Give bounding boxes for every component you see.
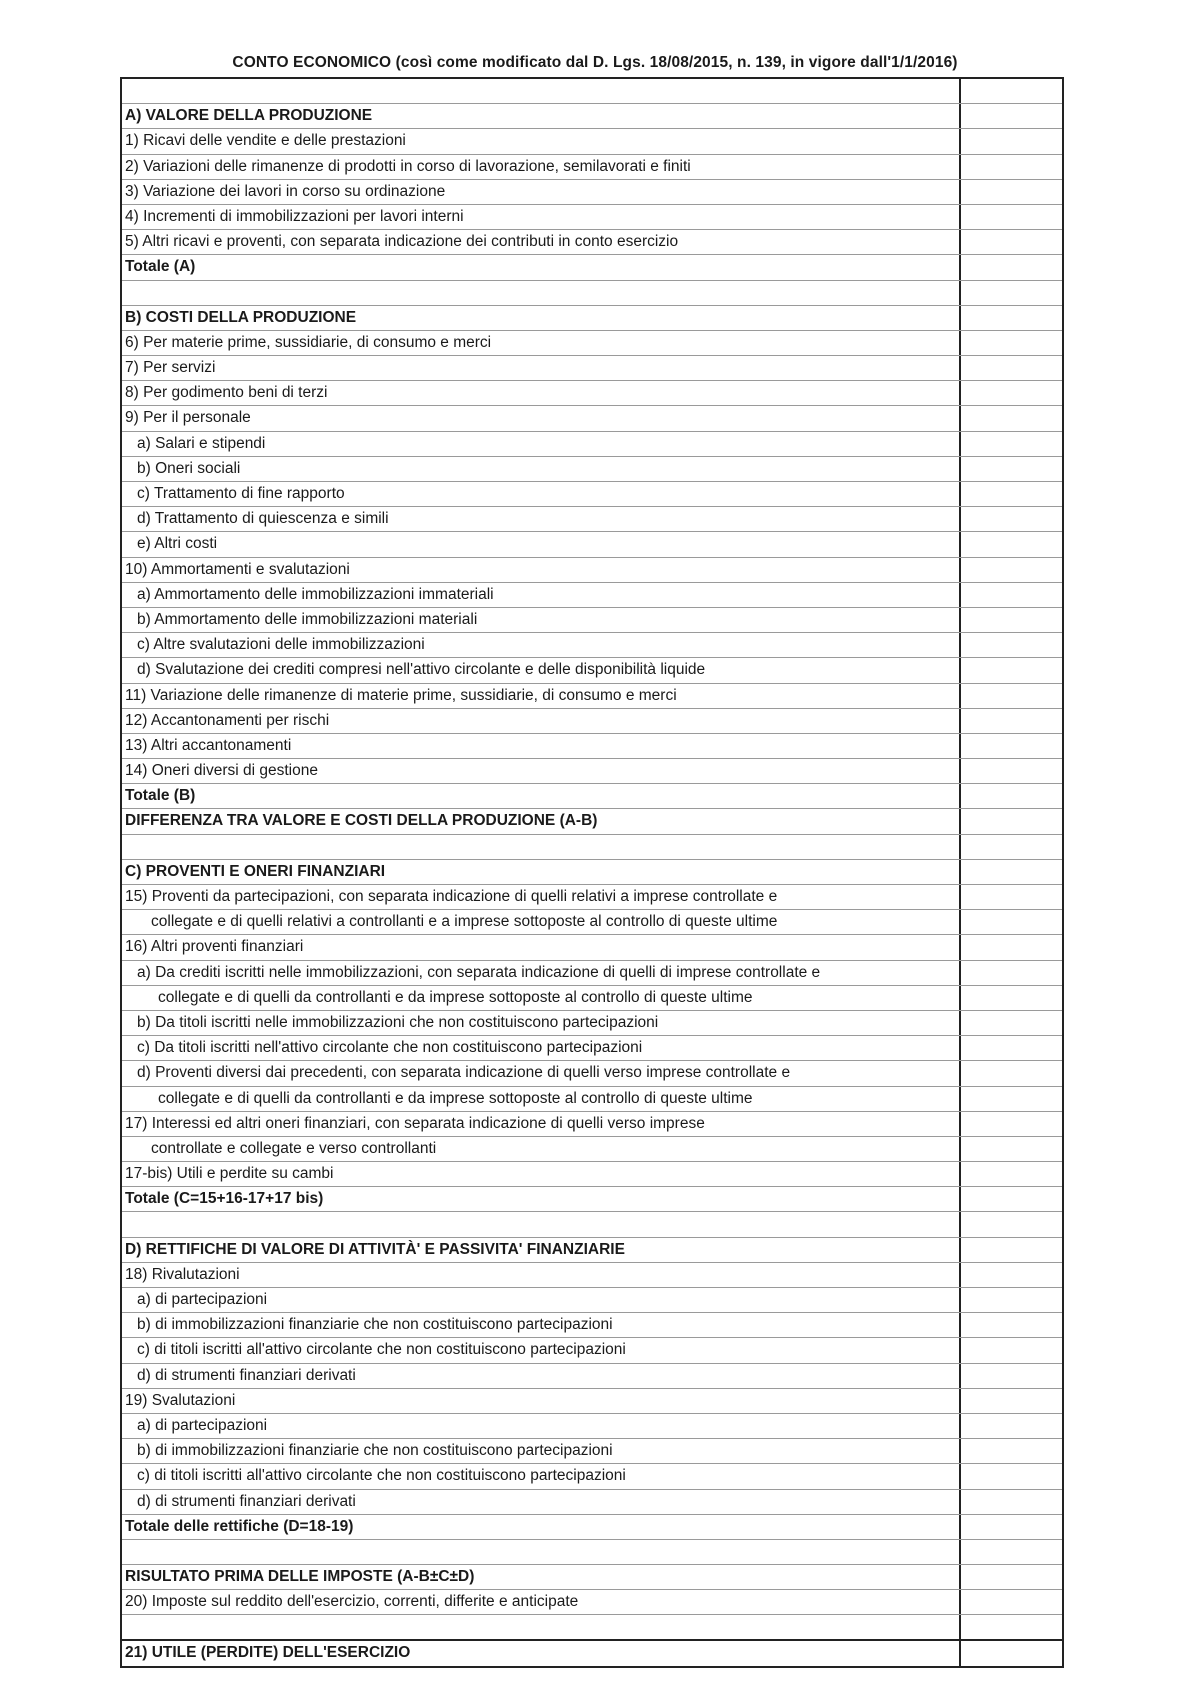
- row-value-cell: [961, 1238, 1062, 1262]
- row-description: 20) Imposte sul reddito dell'esercizio, correnti, differite e anticipate: [122, 1590, 961, 1614]
- table-row: [122, 1137, 1062, 1162]
- table-row: [122, 1439, 1062, 1464]
- table-row: [122, 1061, 1062, 1086]
- table-row: [122, 684, 1062, 709]
- row-description: 17-bis) Utili e perdite su cambi: [122, 1162, 961, 1186]
- table-row: [122, 885, 1062, 910]
- row-description: c) di titoli iscritti all'attivo circolante che non costituiscono partecipazioni: [122, 1464, 961, 1488]
- row-value-cell: [961, 784, 1062, 808]
- row-value-cell: [961, 961, 1062, 985]
- table-row: [122, 180, 1062, 205]
- row-description: 21) UTILE (PERDITE) DELL'ESERCIZIO: [122, 1641, 961, 1666]
- row-description: 3) Variazione dei lavori in corso su ordinazione: [122, 180, 961, 204]
- row-value-cell: [961, 935, 1062, 959]
- row-value-cell: [961, 180, 1062, 204]
- table-row: [122, 860, 1062, 885]
- row-value-cell: [961, 608, 1062, 632]
- row-value-cell: [961, 432, 1062, 456]
- table-row: [122, 1515, 1062, 1540]
- table-row: [122, 1641, 1062, 1666]
- row-value-cell: [961, 1263, 1062, 1287]
- table-row: [122, 1590, 1062, 1615]
- table-row: [122, 633, 1062, 658]
- row-value-cell: [961, 1414, 1062, 1438]
- row-description: 6) Per materie prime, sussidiarie, di consumo e merci: [122, 331, 961, 355]
- table-row: [122, 1036, 1062, 1061]
- row-value-cell: [961, 860, 1062, 884]
- table-row: [122, 583, 1062, 608]
- row-description: 2) Variazioni delle rimanenze di prodotti in corso di lavorazione, semilavorati e finiti: [122, 155, 961, 179]
- table-row: [122, 1565, 1062, 1590]
- table-row: [122, 1313, 1062, 1338]
- row-description: collegate e di quelli relativi a controllanti e a imprese sottoposte al controllo di queste ultime: [122, 910, 961, 934]
- row-description: 16) Altri proventi finanziari: [122, 935, 961, 959]
- row-description: a) Ammortamento delle immobilizzazioni immateriali: [122, 583, 961, 607]
- row-value-cell: [961, 230, 1062, 254]
- table-row: [122, 281, 1062, 306]
- row-value-cell: [961, 79, 1062, 103]
- row-description: b) di immobilizzazioni finanziarie che non costituiscono partecipazioni: [122, 1439, 961, 1463]
- row-value-cell: [961, 482, 1062, 506]
- row-description: 12) Accantonamenti per rischi: [122, 709, 961, 733]
- table-row: [122, 1112, 1062, 1137]
- row-description: b) Oneri sociali: [122, 457, 961, 481]
- table-row: [122, 1288, 1062, 1313]
- row-description: a) di partecipazioni: [122, 1288, 961, 1312]
- row-description: A) VALORE DELLA PRODUZIONE: [122, 104, 961, 128]
- table-row: [122, 381, 1062, 406]
- row-description: 8) Per godimento beni di terzi: [122, 381, 961, 405]
- row-description: 7) Per servizi: [122, 356, 961, 380]
- table-row: [122, 1187, 1062, 1212]
- row-description: controllate e collegate e verso controllanti: [122, 1137, 961, 1161]
- row-value-cell: [961, 1288, 1062, 1312]
- table-row: [122, 1490, 1062, 1515]
- row-description: DIFFERENZA TRA VALORE E COSTI DELLA PRODUZIONE (A-B): [122, 809, 961, 833]
- row-description: D) RETTIFICHE DI VALORE DI ATTIVITÀ' E PASSIVITA' FINANZIARIE: [122, 1238, 961, 1262]
- row-value-cell: [961, 381, 1062, 405]
- table-row: [122, 1414, 1062, 1439]
- row-value-cell: [961, 205, 1062, 229]
- row-value-cell: [961, 558, 1062, 582]
- row-value-cell: [961, 507, 1062, 531]
- row-description: [122, 1540, 961, 1564]
- row-value-cell: [961, 709, 1062, 733]
- table-row: [122, 356, 1062, 381]
- row-value-cell: [961, 1338, 1062, 1362]
- table-row: [122, 104, 1062, 129]
- row-description: 4) Incrementi di immobilizzazioni per lavori interni: [122, 205, 961, 229]
- row-value-cell: [961, 306, 1062, 330]
- row-value-cell: [961, 1364, 1062, 1388]
- table-row: [122, 406, 1062, 431]
- row-description: c) di titoli iscritti all'attivo circolante che non costituiscono partecipazioni: [122, 1338, 961, 1362]
- income-statement-table: [120, 77, 1064, 1668]
- table-row: [122, 432, 1062, 457]
- row-value-cell: [961, 633, 1062, 657]
- table-row: [122, 709, 1062, 734]
- table-row: [122, 532, 1062, 557]
- table-row: [122, 79, 1062, 104]
- table-row: [122, 1011, 1062, 1036]
- row-description: 19) Svalutazioni: [122, 1389, 961, 1413]
- table-row: [122, 1364, 1062, 1389]
- row-description: d) di strumenti finanziari derivati: [122, 1490, 961, 1514]
- row-description: 1) Ricavi delle vendite e delle prestazioni: [122, 129, 961, 153]
- row-value-cell: [961, 1036, 1062, 1060]
- row-value-cell: [961, 759, 1062, 783]
- row-description: 13) Altri accantonamenti: [122, 734, 961, 758]
- row-description: collegate e di quelli da controllanti e da imprese sottoposte al controllo di queste ultime: [122, 986, 961, 1010]
- table-row: [122, 961, 1062, 986]
- row-value-cell: [961, 910, 1062, 934]
- row-description: d) Svalutazione dei crediti compresi nell'attivo circolante e delle disponibilità liquide: [122, 658, 961, 682]
- row-description: d) Proventi diversi dai precedenti, con separata indicazione di quelli verso imprese controllate e: [122, 1061, 961, 1085]
- row-value-cell: [961, 1137, 1062, 1161]
- table-row: [122, 1263, 1062, 1288]
- row-value-cell: [961, 1011, 1062, 1035]
- row-value-cell: [961, 1212, 1062, 1236]
- row-value-cell: [961, 1641, 1062, 1666]
- row-value-cell: [961, 356, 1062, 380]
- row-description: 14) Oneri diversi di gestione: [122, 759, 961, 783]
- row-value-cell: [961, 281, 1062, 305]
- row-value-cell: [961, 1061, 1062, 1085]
- row-value-cell: [961, 835, 1062, 859]
- row-description: 11) Variazione delle rimanenze di materie prime, sussidiarie, di consumo e merci: [122, 684, 961, 708]
- row-value-cell: [961, 1464, 1062, 1488]
- row-description: 18) Rivalutazioni: [122, 1263, 961, 1287]
- row-description: c) Da titoli iscritti nell'attivo circolante che non costituiscono partecipazioni: [122, 1036, 961, 1060]
- table-row: [122, 507, 1062, 532]
- row-value-cell: [961, 809, 1062, 833]
- row-value-cell: [961, 406, 1062, 430]
- table-row: [122, 457, 1062, 482]
- table-row: [122, 306, 1062, 331]
- row-value-cell: [961, 986, 1062, 1010]
- table-row: [122, 734, 1062, 759]
- row-value-cell: [961, 1439, 1062, 1463]
- row-value-cell: [961, 1490, 1062, 1514]
- row-value-cell: [961, 1615, 1062, 1638]
- row-description: B) COSTI DELLA PRODUZIONE: [122, 306, 961, 330]
- table-row: [122, 986, 1062, 1011]
- row-description: b) Ammortamento delle immobilizzazioni materiali: [122, 608, 961, 632]
- row-description: Totale (B): [122, 784, 961, 808]
- row-value-cell: [961, 1187, 1062, 1211]
- row-value-cell: [961, 1162, 1062, 1186]
- table-row: [122, 1389, 1062, 1414]
- row-value-cell: [961, 684, 1062, 708]
- table-row: [122, 1212, 1062, 1237]
- table-row: [122, 1615, 1062, 1640]
- table-row: [122, 835, 1062, 860]
- row-value-cell: [961, 457, 1062, 481]
- table-row: [122, 608, 1062, 633]
- table-row: [122, 784, 1062, 809]
- row-value-cell: [961, 1389, 1062, 1413]
- row-value-cell: [961, 1087, 1062, 1111]
- row-description: 5) Altri ricavi e proventi, con separata indicazione dei contributi in conto esercizio: [122, 230, 961, 254]
- row-description: [122, 79, 961, 103]
- row-value-cell: [961, 1515, 1062, 1539]
- row-description: d) Trattamento di quiescenza e simili: [122, 507, 961, 531]
- row-description: Totale (A): [122, 255, 961, 279]
- row-description: 15) Proventi da partecipazioni, con separata indicazione di quelli relativi a imprese controllate e: [122, 885, 961, 909]
- table-row: [122, 1238, 1062, 1263]
- table-row: [122, 129, 1062, 154]
- row-value-cell: [961, 1540, 1062, 1564]
- row-description: 10) Ammortamenti e svalutazioni: [122, 558, 961, 582]
- table-row: [122, 205, 1062, 230]
- row-value-cell: [961, 658, 1062, 682]
- table-row: [122, 1087, 1062, 1112]
- table-row: [122, 1162, 1062, 1187]
- table-row: [122, 558, 1062, 583]
- table-row: [122, 331, 1062, 356]
- row-description: [122, 835, 961, 859]
- table-row: [122, 658, 1062, 683]
- row-value-cell: [961, 1112, 1062, 1136]
- row-description: a) di partecipazioni: [122, 1414, 961, 1438]
- row-description: e) Altri costi: [122, 532, 961, 556]
- table-row: [122, 809, 1062, 834]
- row-value-cell: [961, 104, 1062, 128]
- table-row: [122, 230, 1062, 255]
- table-row: [122, 255, 1062, 280]
- row-value-cell: [961, 255, 1062, 279]
- row-description: a) Da crediti iscritti nelle immobilizzazioni, con separata indicazione di quelli di imprese controllate e: [122, 961, 961, 985]
- row-description: [122, 1615, 961, 1638]
- row-description: Totale (C=15+16-17+17 bis): [122, 1187, 961, 1211]
- row-value-cell: [961, 1590, 1062, 1614]
- row-description: collegate e di quelli da controllanti e da imprese sottoposte al controllo di queste ultime: [122, 1087, 961, 1111]
- row-value-cell: [961, 155, 1062, 179]
- row-value-cell: [961, 734, 1062, 758]
- row-value-cell: [961, 1565, 1062, 1589]
- row-description: [122, 281, 961, 305]
- row-value-cell: [961, 331, 1062, 355]
- table-row: [122, 1464, 1062, 1489]
- row-description: Totale delle rettifiche (D=18-19): [122, 1515, 961, 1539]
- row-value-cell: [961, 583, 1062, 607]
- row-description: d) di strumenti finanziari derivati: [122, 1364, 961, 1388]
- row-description: c) Trattamento di fine rapporto: [122, 482, 961, 506]
- row-description: RISULTATO PRIMA DELLE IMPOSTE (A-B±C±D): [122, 1565, 961, 1589]
- row-description: b) di immobilizzazioni finanziarie che non costituiscono partecipazioni: [122, 1313, 961, 1337]
- table-row: [122, 1540, 1062, 1565]
- row-value-cell: [961, 885, 1062, 909]
- table-row: [122, 759, 1062, 784]
- table-row: [122, 1338, 1062, 1363]
- row-description: C) PROVENTI E ONERI FINANZIARI: [122, 860, 961, 884]
- row-value-cell: [961, 532, 1062, 556]
- row-description: 17) Interessi ed altri oneri finanziari, con separata indicazione di quelli verso imprese: [122, 1112, 961, 1136]
- row-value-cell: [961, 1313, 1062, 1337]
- table-row: [122, 935, 1062, 960]
- table-row: [122, 910, 1062, 935]
- row-description: c) Altre svalutazioni delle immobilizzazioni: [122, 633, 961, 657]
- row-value-cell: [961, 129, 1062, 153]
- row-description: 9) Per il personale: [122, 406, 961, 430]
- table-row: [122, 155, 1062, 180]
- page-title: CONTO ECONOMICO (così come modificato dal D. Lgs. 18/08/2015, n. 139, in vigore dall'1/1/2016): [232, 54, 958, 71]
- table-row: [122, 482, 1062, 507]
- row-description: b) Da titoli iscritti nelle immobilizzazioni che non costituiscono partecipazioni: [122, 1011, 961, 1035]
- row-description: a) Salari e stipendi: [122, 432, 961, 456]
- row-description: [122, 1212, 961, 1236]
